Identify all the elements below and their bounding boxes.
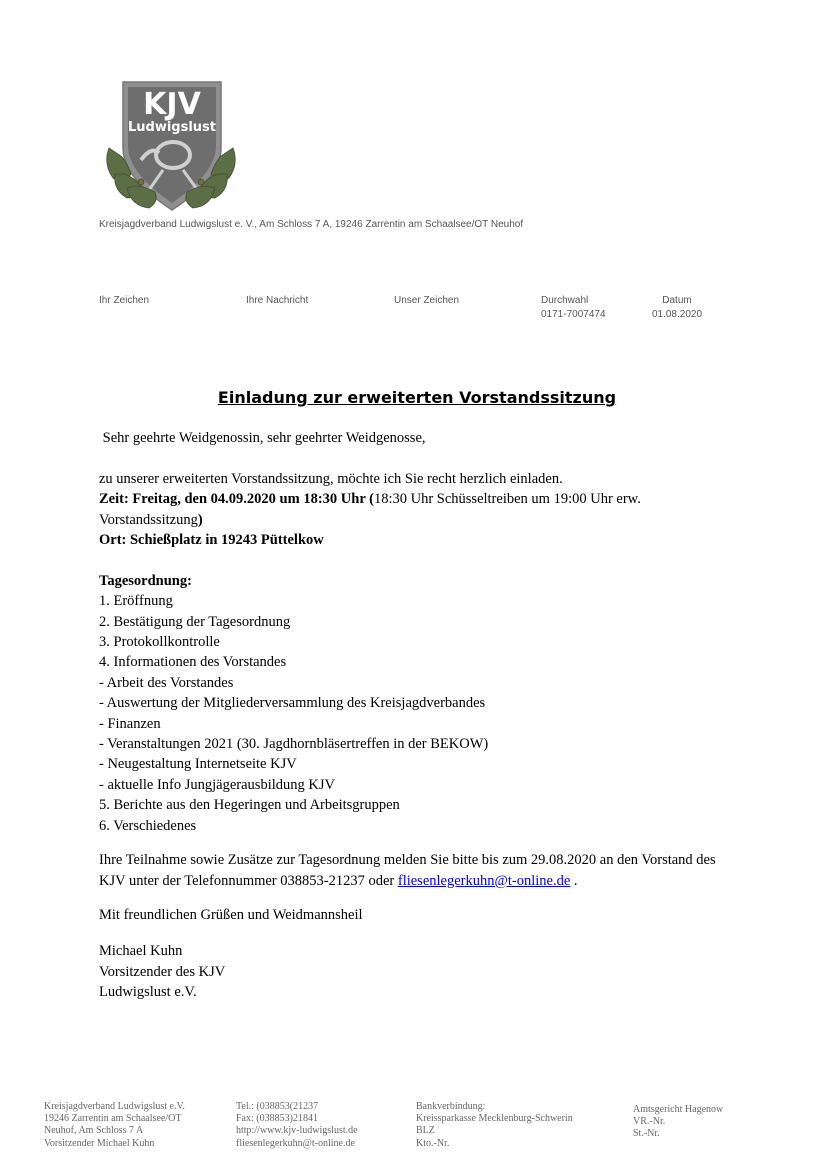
ref-ihr-zeichen (99, 294, 149, 308)
email-link[interactable]: fliesenlegerkuhn@t-online.de (397, 872, 571, 889)
signature-org: Ludwigslust e.V. (99, 984, 197, 1001)
logo-top-text: KJV (143, 87, 201, 122)
meeting-time-detail: 18:30 Uhr Schüsseltreiben um 19:00 Uhr erw. Vorstandssitzung (99, 491, 641, 528)
footer-line: VR.-Nr. (633, 1116, 666, 1128)
footer-line: 19246 Zarrentin am Schaalsee/OT (44, 1113, 182, 1125)
sender-address-line: Kreisjagdverband Ludwigslust e. V., Am Schloss 7 A, 19246 Zarrentin am Schaalsee/OT Neuhof (99, 219, 524, 230)
agenda-item: - aktuelle Info Jungjägerausbildung KJV (99, 776, 335, 793)
agenda-item: - Veranstaltungen 2021 (30. Jagdhornbläsertreffen in der BEKOW) (99, 736, 489, 753)
footer-line: BLZ (416, 1125, 435, 1137)
agenda-item: - Neugestaltung Internetseite KJV (99, 756, 297, 773)
footer-line: St.-Nr. (633, 1128, 660, 1140)
agenda-item: 1. Eröffnung (99, 593, 173, 610)
footer-line: Amtsgericht Hagenow (633, 1104, 724, 1115)
agenda-item: 2. Bestätigung der Tagesordnung (99, 613, 291, 630)
agenda-item: - Arbeit des Vorstandes (99, 674, 234, 691)
intro-text: zu unserer erweiterten Vorstandssitzung, möchte ich Sie recht herzlich einladen. (99, 470, 563, 487)
ref-value: 0171-7007474 (541, 309, 606, 320)
footer-col-contact (236, 1101, 358, 1150)
signature-name: Michael Kuhn (99, 943, 183, 960)
ref-label: Durchwahl (541, 295, 589, 306)
agenda-item: 3. Protokollkontrolle (99, 634, 220, 651)
ref-label: Unser Zeichen (394, 295, 460, 306)
footer-line: Kreisjagdverband Ludwigslust e.V. (44, 1101, 185, 1112)
footer-line: Tel.: (038853(21237 (236, 1101, 319, 1112)
document-title: Einladung zur erweiterten Vorstandssitzung (217, 388, 617, 407)
ref-ihre-nachricht (246, 294, 308, 308)
agenda-heading: Tagesordnung: (99, 572, 192, 589)
ref-value: 01.08.2020 (651, 309, 703, 320)
participation-text: Ihre Teilnahme sowie Zusätze zur Tagesordnung melden Sie bitte bis zum 29.08.2020 an den Vorstand des KJV unter der Telefonnummer 038853-21237 oder fliesenlegerkuhn@t-online.de . (99, 852, 716, 889)
agenda-item: 5. Berichte aus den Hegeringen und Arbeitsgruppen (99, 797, 400, 814)
agenda-item: 4. Informationen des Vorstandes (99, 654, 287, 671)
ref-durchwahl (541, 294, 606, 322)
meeting-time-bold: Zeit: Freitag, den 04.09.2020 um 18:30 Uhr ( (99, 491, 374, 508)
ref-datum (645, 294, 709, 322)
footer-line: Bankverbindung: (416, 1101, 486, 1112)
footer-line: Neuhof, Am Schloss 7 A (44, 1125, 144, 1137)
letter-body (99, 428, 739, 1003)
meeting-time-bold-end: ) (197, 511, 203, 528)
footer-line: Vorsitzender Michael Kuhn (44, 1137, 155, 1149)
logo-bottom-text: Ludwigslust (127, 120, 217, 135)
footer-col-address (44, 1101, 185, 1150)
ref-label: Ihr Zeichen (99, 295, 150, 306)
ref-label: Ihre Nachricht (246, 295, 309, 306)
footer-col-registry (633, 1104, 723, 1141)
footer-line: http://www.kjv-ludwigslust.de (236, 1125, 358, 1137)
closing-text: Mit freundlichen Grüßen und Weidmannsheil (99, 906, 363, 923)
agenda-list (99, 591, 739, 836)
meeting-time (99, 489, 739, 530)
agenda-item: - Finanzen (99, 715, 161, 732)
kjv-logo (101, 78, 241, 213)
footer-line: Kto.-Nr. (416, 1137, 450, 1149)
footer-col-bank (416, 1101, 573, 1150)
agenda-item: - Auswertung der Mitgliederversammlung des Kreisjagdverbandes (99, 695, 486, 712)
meeting-location: Ort: Schießplatz in 19243 Püttelkow (99, 532, 324, 549)
signature-role: Vorsitzender des KJV (99, 963, 226, 980)
ref-unser-zeichen (394, 294, 459, 308)
salutation: Sehr geehrte Weidgenossin, sehr geehrter Weidgenosse, (99, 430, 426, 446)
ref-label: Datum (662, 295, 692, 306)
footer-line: Kreissparkasse Mecklenburg-Schwerin (416, 1113, 573, 1125)
agenda-item: 6. Verschiedenes (99, 817, 197, 834)
footer-line: Fax: (038853)21841 (236, 1113, 318, 1125)
footer-line: fliesenlegerkuhn@t-online.de (236, 1137, 355, 1149)
